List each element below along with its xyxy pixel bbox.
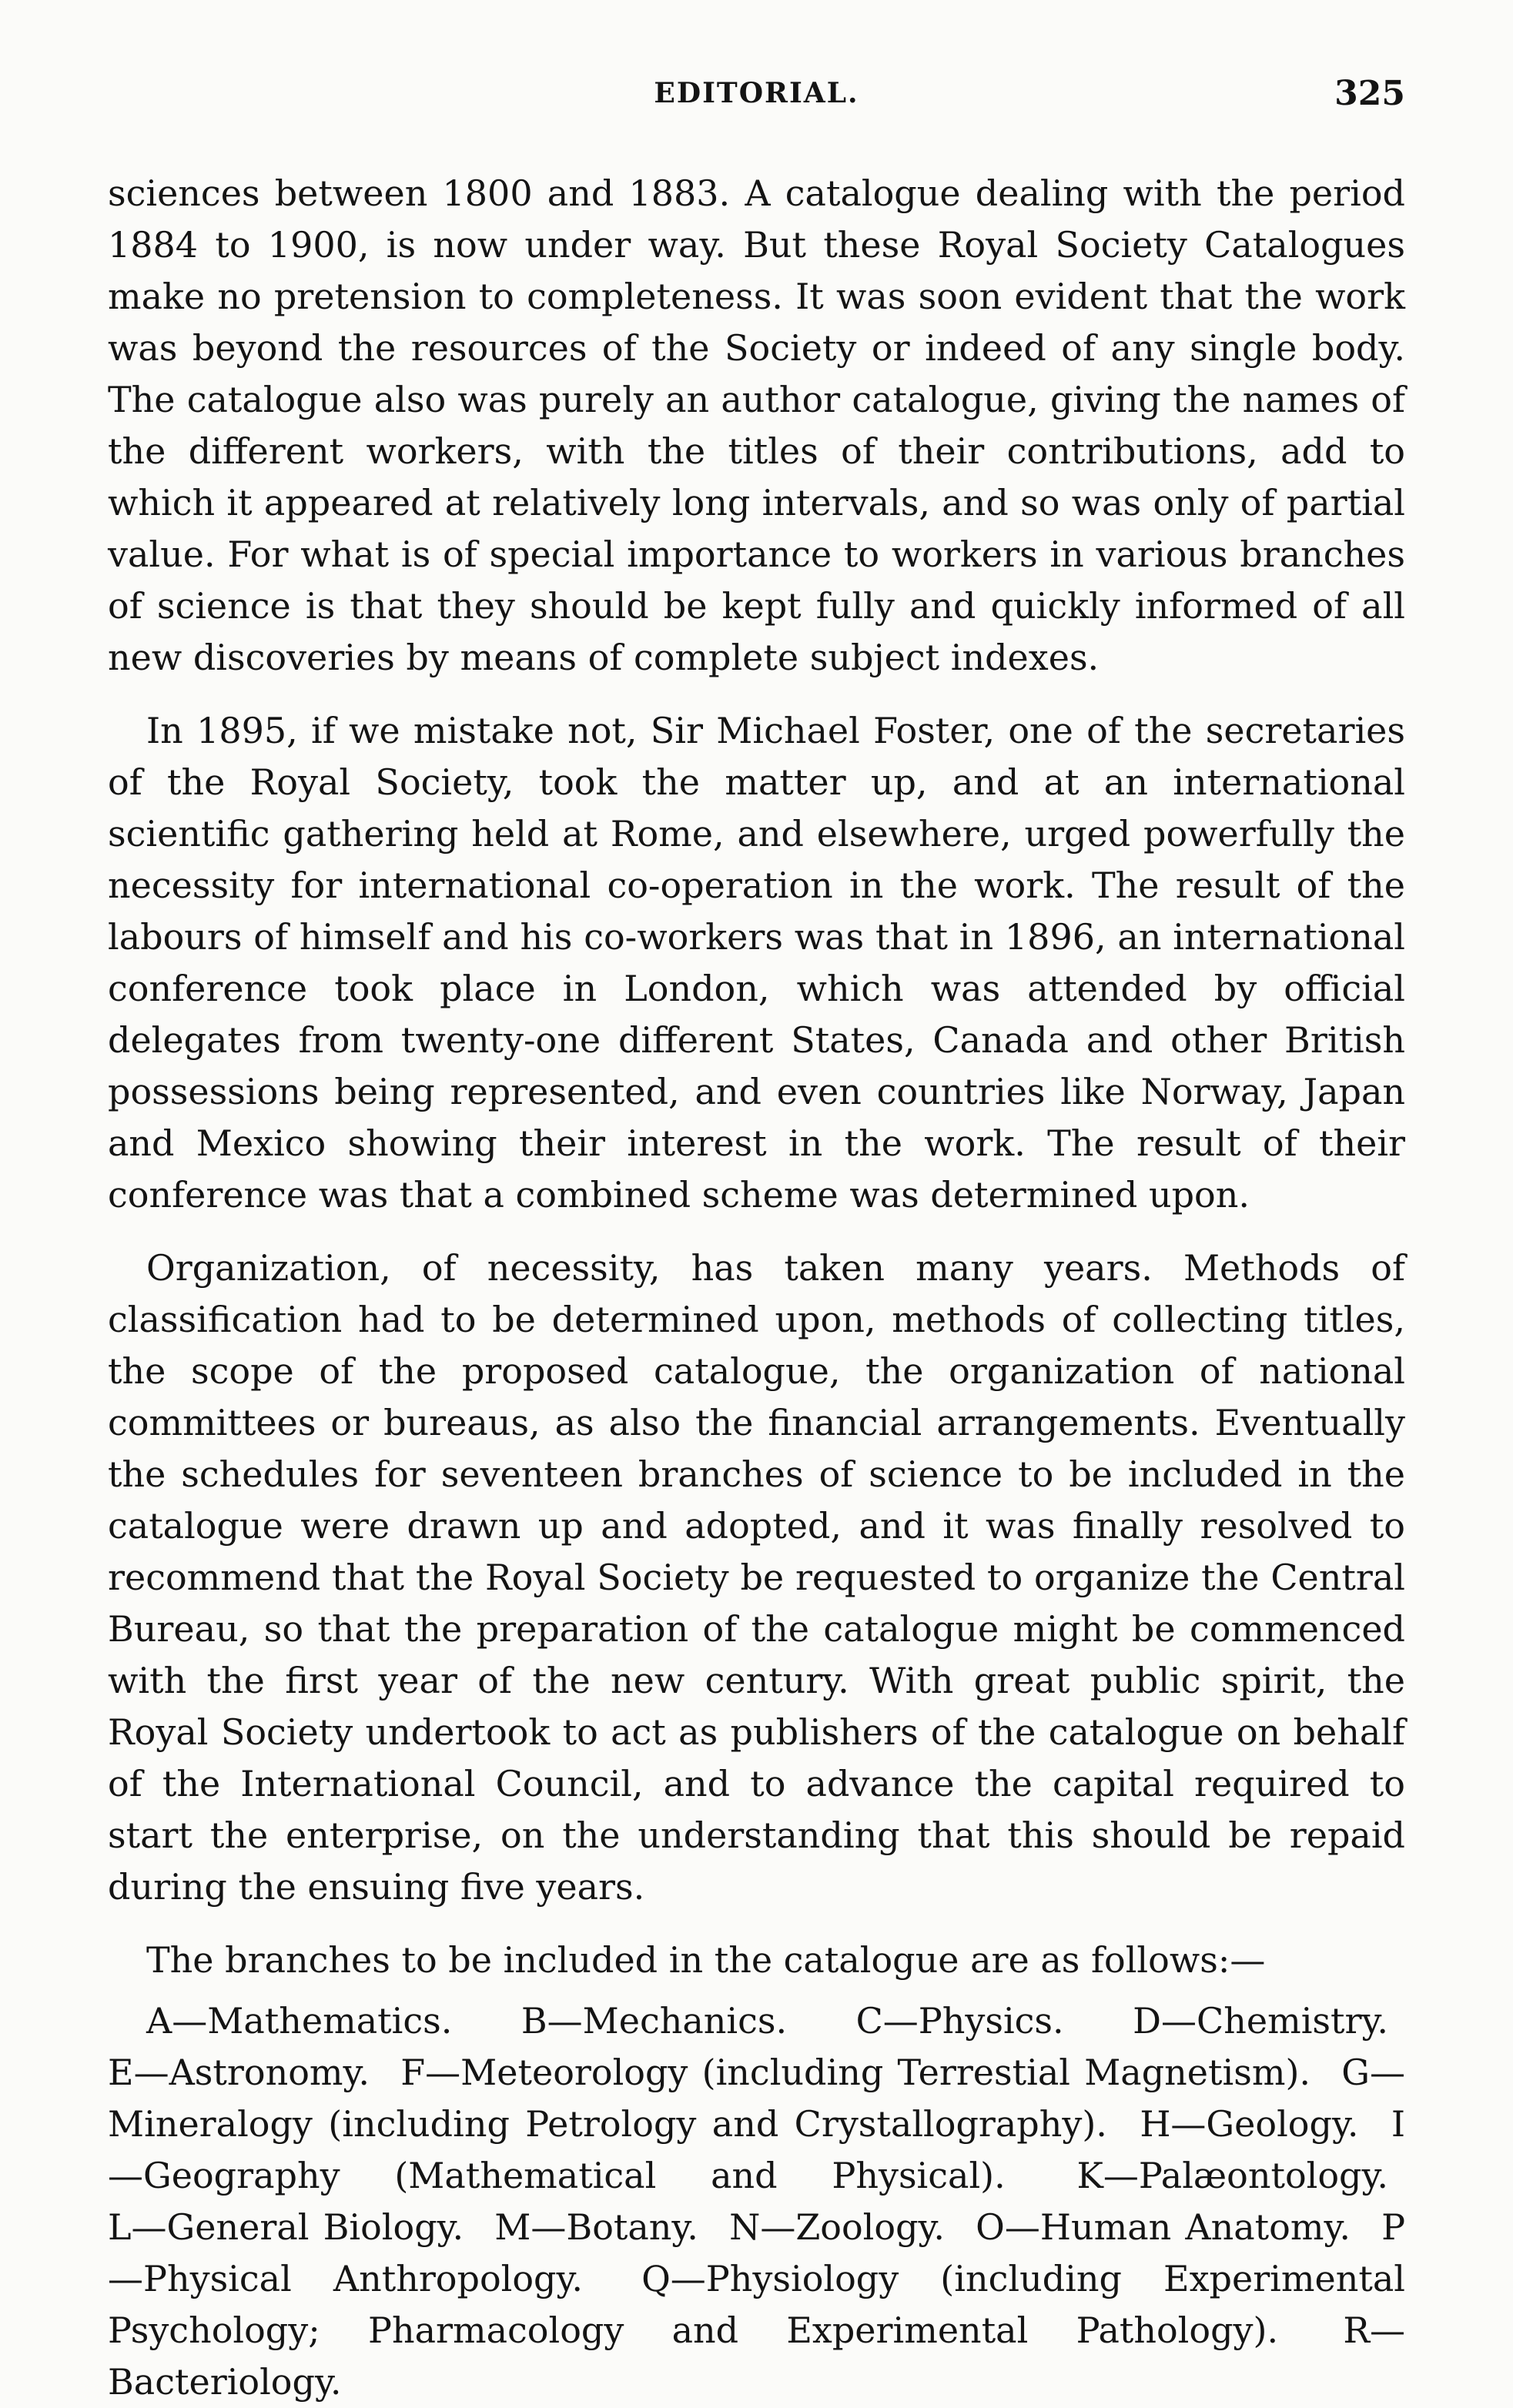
running-head: EDITORIAL. [654, 77, 859, 109]
page-number: 325 [1334, 74, 1405, 113]
branch-item: G—Mineralogy (including Petrology and Crystallography). [108, 2052, 1405, 2145]
paragraph-3: Organization, of necessity, has taken many years. Methods of classification had to be determined upon, methods of collecting titles, the scope of the proposed catalogue, the organization of national committees or bureaus, as also the financial arrangements. Eventually the schedules for seventeen branches of science to be included in the catalogue were drawn up and adopted, and it was finally resolved to recommend that the Royal Society be requested to organize the Central Bureau, so that the preparation of the catalogue might be commenced with the first year of the new century. With great public spirit, the Royal Society undertook to act as publishers of the catalogue on behalf of the International Council, and to advance the capital required to start the enterprise, on the understanding that this should be repaid during the ensuing five years. [108, 1247, 1405, 1908]
branch-item: E—Astronomy. [108, 2052, 370, 2093]
branch-item: C—Physics. [855, 2000, 1064, 2042]
branch-item: Q—Physiology (including Experimental Psychology; Pharmacology and Experimental Pathology). [108, 2258, 1405, 2351]
branch-item: A—Mathematics. [146, 2000, 453, 2042]
branch-item: O—Human Anatomy. [976, 2206, 1351, 2248]
branch-item: H—Geology. [1140, 2103, 1359, 2145]
branch-item: B—Mechanics. [521, 2000, 788, 2042]
branch-item: L—General Biology. [108, 2206, 464, 2248]
paragraph-1: sciences between 1800 and 1883. A catalogue dealing with the period 1884 to 1900, is now under way. But these Royal Society Catalogues make no pretension to completeness. It was soon evident that the work was beyond the resources of the Society or indeed of any single body. The catalogue also was purely an author catalogue, giving the names of the different workers, with the titles of their contributions, add to which it appeared at relatively long intervals, and so was only of partial value. For what is of special importance to workers in various branches of science is that they should be kept fully and quickly informed of all new discoveries by means of complete subject indexes. [108, 172, 1405, 678]
branch-list [108, 1995, 1405, 2408]
paragraph-4: The branches to be included in the catalogue are as follows:— [146, 1939, 1266, 1981]
branch-item: R—Bacteriology. [108, 2309, 1405, 2403]
branch-item: K—Palæontology. [1076, 2155, 1389, 2196]
paragraph-2: In 1895, if we mistake not, Sir Michael Foster, one of the secretaries of the Royal Society, took the matter up, and at an international scientific gathering held at Rome, and elsewhere, urged powerfully the necessity for international co-operation in the work. The result of the labours of himself and his co-workers was that in 1896, an international conference took place in London, which was attended by official delegates from twenty-one different States, Canada and other British possessions being represented, and even countries like Norway, Japan and Mexico showing their interest in the work. The result of their conference was that a combined scheme was determined upon. [108, 710, 1405, 1216]
branch-item: N—Zoology. [729, 2206, 946, 2248]
branch-item: F—Meteorology (including Terrestial Magnetism). [400, 2052, 1311, 2093]
branch-item: I—Geography (Mathematical and Physical). [108, 2103, 1405, 2196]
branch-item: M—Botany. [494, 2206, 698, 2248]
branch-item: D—Chemistry. [1133, 2000, 1389, 2042]
page-header [108, 74, 1405, 128]
branch-item: P—Physical Anthropology. [108, 2206, 1406, 2299]
